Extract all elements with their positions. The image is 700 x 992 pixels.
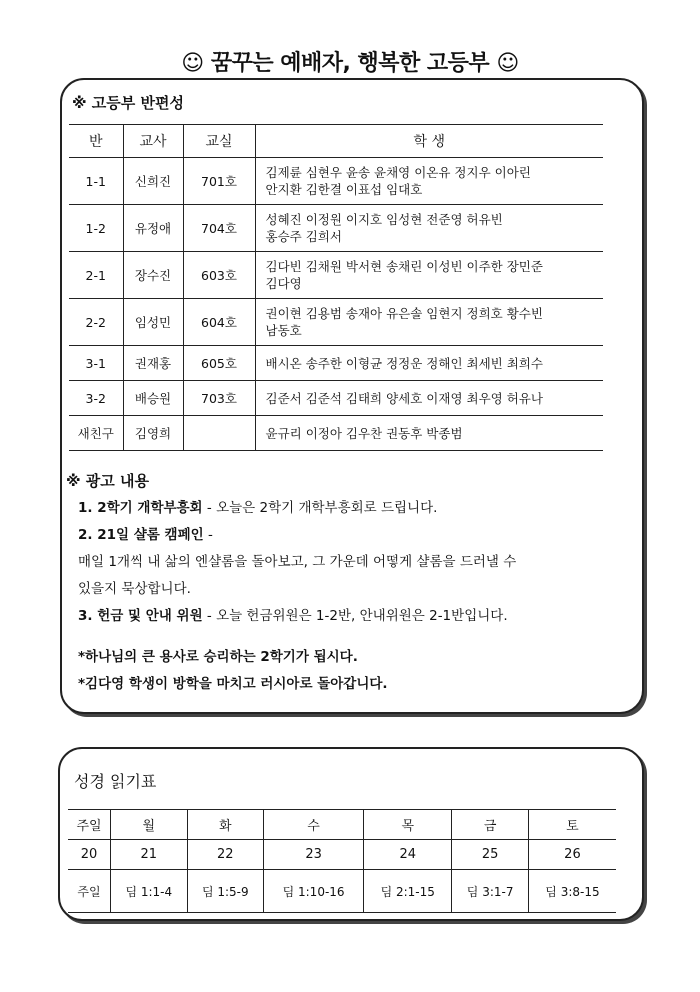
- class-row: [69, 416, 603, 451]
- students-cell: [255, 416, 603, 451]
- bible-section-title: 성경 읽기표: [74, 772, 157, 791]
- class-cell: 2-2: [69, 299, 123, 346]
- class-cell: 1-2: [69, 205, 123, 252]
- date-cell: 21: [111, 840, 188, 870]
- room-cell: 605호: [183, 346, 255, 381]
- teacher-cell: 배승원: [123, 381, 183, 416]
- announcement-3-text: - 오늘 헌금위원은 1-2반, 안내위원은 2-1반입니다.: [202, 608, 508, 624]
- day-cell: 월: [111, 810, 188, 840]
- header-students: 학 생: [255, 125, 603, 158]
- note-1: *하나님의 큰 용사로 승리하는 2학기가 됩시다.: [78, 649, 358, 665]
- date-cell: 24: [364, 840, 452, 870]
- bible-days-row: [68, 810, 616, 840]
- day-cell: 수: [264, 810, 364, 840]
- reading-cell: 딤 1:1-4: [111, 870, 188, 913]
- date-cell: 20: [68, 840, 111, 870]
- students-line: 권이현 김용범 송재아 유은솔 임현지 정희호 황수빈: [265, 306, 543, 321]
- room-cell: 704호: [183, 205, 255, 252]
- room-cell: 703호: [183, 381, 255, 416]
- header-room: 교실: [183, 125, 255, 158]
- class-cell: 3-2: [69, 381, 123, 416]
- class-assignment-box: [60, 78, 644, 714]
- announcements: [66, 468, 606, 698]
- class-section-title: ※ 고등부 반편성: [72, 94, 184, 112]
- announcement-2-label: 2. 21일 샬롬 캠페인: [78, 527, 204, 543]
- teacher-cell: 임성민: [123, 299, 183, 346]
- students-cell: [255, 158, 603, 205]
- students-cell: [255, 299, 603, 346]
- class-cell: 1-1: [69, 158, 123, 205]
- class-cell: 새친구: [69, 416, 123, 451]
- bible-dates-row: [68, 840, 616, 870]
- class-table: [69, 124, 603, 451]
- day-cell: 금: [452, 810, 529, 840]
- header-class: 반: [69, 125, 123, 158]
- reading-cell: 주일: [68, 870, 111, 913]
- bible-reading-box: [58, 747, 644, 921]
- class-row: [69, 346, 603, 381]
- teacher-cell: 권재홍: [123, 346, 183, 381]
- teacher-cell: 장수진: [123, 252, 183, 299]
- announcement-2-body-2: 있을지 묵상합니다.: [78, 581, 191, 597]
- announcement-2-body-1: 매일 1개씩 내 삶의 엔샬롬을 돌아보고, 그 가운데 어떻게 샬롬을 드러낼 수: [78, 554, 517, 570]
- students-cell: [255, 381, 603, 416]
- announcements-title: ※ 광고 내용: [66, 472, 149, 490]
- day-cell: 목: [364, 810, 452, 840]
- reading-cell: 딤 1:5-9: [187, 870, 264, 913]
- day-cell: 주일: [68, 810, 111, 840]
- teacher-cell: 유정애: [123, 205, 183, 252]
- date-cell: 22: [187, 840, 264, 870]
- teacher-cell: 김영희: [123, 416, 183, 451]
- reading-cell: 딤 1:10-16: [264, 870, 364, 913]
- class-cell: 2-1: [69, 252, 123, 299]
- day-cell: 화: [187, 810, 264, 840]
- students-cell: [255, 252, 603, 299]
- announcement-item-2: [66, 522, 606, 549]
- announcement-1-text: - 오늘은 2학기 개학부흥회로 드립니다.: [202, 500, 438, 516]
- students-line: 김다빈 김채원 박서현 송채린 이성빈 이주한 장민준: [265, 259, 543, 274]
- date-cell: 23: [264, 840, 364, 870]
- announcement-2-text: -: [203, 527, 213, 543]
- announcement-item-3: [66, 603, 606, 630]
- students-line: 성혜진 이정원 이지호 임성현 전준영 허유빈: [265, 212, 503, 227]
- page-title: ☺ 꿈꾸는 예배자, 행복한 고등부 ☺: [181, 51, 519, 76]
- teacher-cell: 신희진: [123, 158, 183, 205]
- students-cell: [255, 346, 603, 381]
- announcement-3-label: 3. 헌금 및 안내 위원: [78, 608, 203, 624]
- class-row: [69, 158, 603, 205]
- class-row: [69, 299, 603, 346]
- students-cell: [255, 205, 603, 252]
- announcement-1-label: 1. 2학기 개학부흥회: [78, 500, 203, 516]
- bible-reading-table: [68, 809, 616, 913]
- spacer: [66, 630, 606, 644]
- class-row: [69, 205, 603, 252]
- room-cell: [183, 416, 255, 451]
- students-line: 윤규리 이정아 김우찬 권동후 박종범: [265, 425, 463, 441]
- class-row: [69, 252, 603, 299]
- reading-cell: 딤 2:1-15: [364, 870, 452, 913]
- header-teacher: 교사: [123, 125, 183, 158]
- reading-cell: 딤 3:8-15: [528, 870, 616, 913]
- students-line: 김제륜 심현우 윤송 윤채영 이온유 정지우 이아린: [265, 165, 531, 180]
- bible-readings-row: [68, 870, 616, 913]
- students-line: 김준서 김준석 김태희 양세호 이재영 최우영 허유나: [265, 390, 543, 406]
- students-line: 김다영: [265, 276, 302, 291]
- students-line: 남동호: [265, 323, 302, 338]
- students-line: 배시온 송주한 이형균 정정운 정해인 최세빈 최희수: [265, 355, 543, 371]
- room-cell: 604호: [183, 299, 255, 346]
- date-cell: 26: [528, 840, 616, 870]
- class-cell: 3-1: [69, 346, 123, 381]
- students-line: 안지환 김한결 이표섭 임대호: [265, 182, 423, 197]
- note-2: *김다영 학생이 방학을 마치고 러시아로 돌아갑니다.: [78, 676, 388, 692]
- students-line: 홍승주 김희서: [265, 229, 342, 244]
- class-table-header: [69, 125, 603, 158]
- day-cell: 토: [528, 810, 616, 840]
- room-cell: 701호: [183, 158, 255, 205]
- room-cell: 603호: [183, 252, 255, 299]
- date-cell: 25: [452, 840, 529, 870]
- announcement-item-1: [66, 495, 606, 522]
- reading-cell: 딤 3:1-7: [452, 870, 529, 913]
- class-row: [69, 381, 603, 416]
